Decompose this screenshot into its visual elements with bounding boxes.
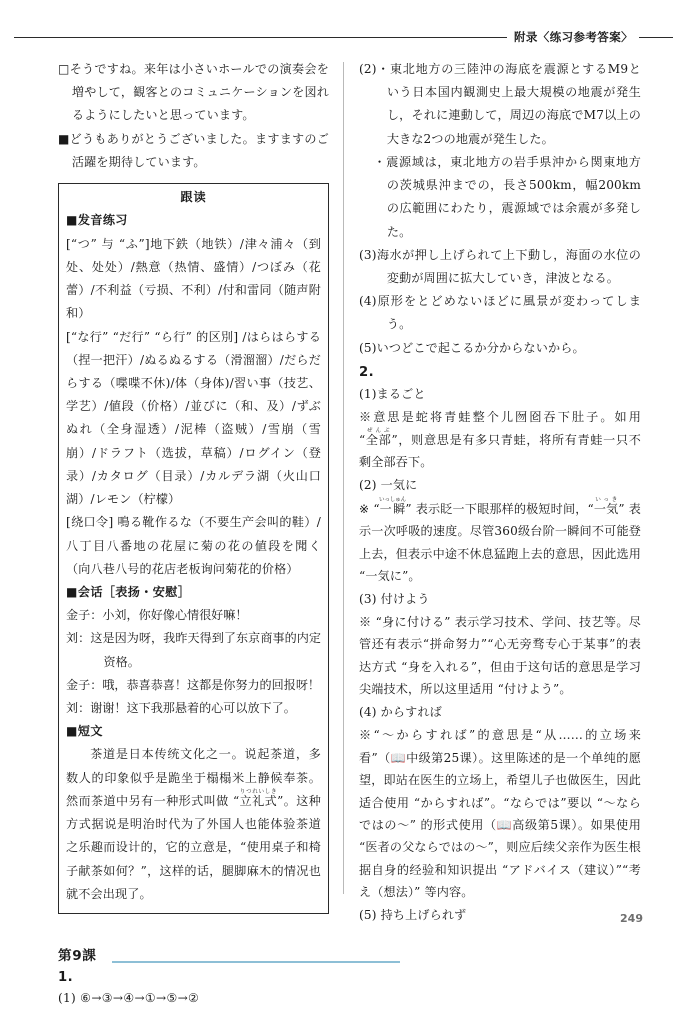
item-number: (2) [359, 62, 377, 76]
item-number: (1) [359, 386, 377, 401]
answer-note: ※ “身に付ける” 表示学习技术、学问、技艺等。尽管还有表示“拼命努力”“心无旁骛专心于某事”的表达方式 “身を入れる”，但由于这句话的意思是学习尖端技术，所以这里适用 “付けよう”。 [359, 614, 641, 697]
essay-text-a: 茶道是日本传统文化之一。说起茶道，多数人的印象似乎是跪坐于榻榻米上静候奉茶。然而茶道中另有一种形式叫做 “ [66, 747, 321, 808]
speaker-name: 刘 [66, 631, 79, 646]
item-headword: からすれば [380, 704, 442, 719]
answer-note: ※“〜からすれば”的意思是“从……的立场来看”（📖中级第25课）。这里陈述的是一个单纯的愿望，即站在医生的立场上，希望儿子也做医生，因此适合使用 “からすれば”。“ならでは”要以 “〜ならではの〜” 的形式使用（📖高级第5课）。如果使用 “医者の父ならではの〜”，则应后续父亲作为医生根据自身的经验和知识提出 “アドバイス（建议）”“考え（想法）” 等内容。 [359, 728, 641, 900]
ruby-reading: いっしゅん [379, 496, 407, 503]
answer-item-bullet: ・震源域は，東北地方の岩手県沖から関東地方の茨城県沖までの，長さ500km，幅200kmの広範囲にわたり，震源域では余震が多発した。 [373, 154, 641, 239]
speaker-line: 小刘，你好像心情很好嘛！ [102, 608, 248, 623]
header-rule-right [639, 37, 673, 38]
answer-headword-line [359, 474, 641, 497]
dialogue-line: ■どうもありがとうございました。ますますのご活躍を期待しています。 [58, 131, 329, 169]
speaker-name: 刘 [66, 701, 79, 716]
note-text-a: ※ “ [359, 501, 380, 516]
ruby-reading: りつれいしき [239, 788, 277, 795]
conversation-turn: 刘：谢谢！这下我那悬着的心可以放下了。 [66, 701, 296, 716]
pronunciation-item: [绕口令] 鳴る靴作るな（不要生产会叫的鞋）/八丁目八番地の花屋に菊の花の値段を聞く（向八巷八号的花店老板询问菊花的价格） [66, 515, 321, 576]
note-text-b: ” 表示眨一下眼那样的极短时间，“ [405, 501, 594, 516]
item-number: (4) [359, 294, 377, 309]
pronunciation-item: [“つ” 与 “ふ”]地下鉄（地铁）/津々浦々（到处、处处）/熱意（热情、盛情）/つぼみ（花蕾）/不利益（亏损、不利）/付和雷同（随声附和） [66, 236, 321, 321]
conversation-turn: 金子：小刘，你好像心情很好嘛！ [66, 608, 248, 623]
running-head [0, 26, 687, 48]
note-text-c: ” 表示一次呼吸的速度。尽管360级台阶一瞬间不可能登上去，但表示中途不休息猛跑上去的意思，因此选用 “一気に”。 [359, 501, 641, 584]
ruby-base: 一瞬 [379, 501, 407, 516]
ruby-isshun [379, 496, 407, 516]
answer-headword-line [359, 904, 641, 927]
dialogue-line: □そうですね。来年は小さいホールでの演奏会を増やして，観客とのコミュニケーションを図れるようにしたいと思っています。 [58, 62, 329, 123]
item-number: (5) [359, 340, 377, 355]
speaker-line: 哦，恭喜恭喜！这都是你努力的回报呀！ [102, 677, 321, 692]
answer-item [359, 290, 641, 336]
item-number: (2) [359, 477, 377, 492]
item-bullet-text: 東北地方の三陸沖の海底を震源とするM9という日本国内観測史上最大規模の地震が発生し，それに連動して，周辺の海底でM7以上の大きな2つの地震が発生した。 [386, 62, 642, 146]
item-text: 海水が押し上げられて上下動し，海面の水位の変動が周囲に拡大していき，津波となる。 [376, 247, 641, 285]
ruby-reading: いっき [593, 496, 619, 503]
page-number: 249 [620, 912, 643, 925]
section-number: 1. [58, 970, 74, 985]
item-number: (5) [359, 907, 377, 922]
item-bullet-text: 震源域は，東北地方の岩手県沖から関東地方の茨城県沖までの，長さ500km，幅200kmの広範囲にわたり，震源域では余震が多発した。 [386, 154, 641, 239]
ruby-base: 立礼式 [239, 793, 278, 808]
speaker-line: 这是因为呀，我昨天得到了东京商事的内定资格。 [90, 631, 321, 669]
answer-note [359, 406, 641, 473]
drill-box [58, 183, 329, 914]
ruby-ritsureishiki [239, 788, 278, 808]
item-number: (3) [359, 247, 377, 262]
item-headword: まるごと [376, 386, 426, 401]
lesson-heading: 第9課 [58, 948, 97, 964]
ruby-reading: ぜんぶ [365, 427, 391, 434]
ruby-base: 全部 [365, 432, 392, 447]
item-number: (3) [359, 591, 377, 606]
answer-item: (2)・東北地方の三陸沖の海底を震源とするM9という日本国内観測史上最大規模の地震が発生し，それに連動して，周辺の海底でM7以上の大きな2つの地震が発生した。 [359, 62, 642, 146]
section-number: 2. [359, 364, 375, 380]
conversation-turn: 金子：哦，恭喜恭喜！这都是你努力的回报呀！ [66, 677, 321, 692]
speaker-line: 谢谢！这下我那悬着的心可以放下了。 [90, 701, 296, 716]
answer-headword-line [359, 588, 641, 611]
note-text-b: ”，则意思是有多只青蛙，将所有青蛙一只不剩全部吞下。 [359, 432, 641, 470]
answer-headword-line [359, 383, 641, 406]
ruby-zenbu [365, 427, 392, 447]
pronunciation-item: [“な行” “だ行” “ら行” 的区別] /はらはらする（捏一把汗）/ぬるぬるする（滑溜溜）/だらだらする（喋喋不休)/体（身体)/習い事（技艺、学艺）/値段（价格）/並びに（和、及）/ずぶぬれ（全身湿透）/泥棒（盗贼）/雪崩（雪崩）/ドラフト（选拔，草稿）/ログイン（登录）/カタログ（目录）/カルデラ湖（火山口湖）/レモン（柠檬） [66, 329, 321, 507]
ruby-base: 一気 [593, 501, 619, 516]
drill-box-title: 跟读 [180, 190, 207, 205]
essay-label: ■短文 [66, 724, 103, 739]
answer-item [359, 337, 641, 360]
item-number: (4) [359, 704, 377, 719]
answer-item [359, 244, 641, 290]
item-headword: 付けよう [380, 591, 430, 606]
running-head-title: 附录〈练习参考答案〉 [514, 30, 633, 44]
speaker-name: 金子 [66, 608, 91, 623]
essay-text-b: ”。这种方式据说是明治时代为了外国人也能体验茶道之乐趣而设计的，它的立意是，“使用桌子和椅子献茶如何？”，这样的话，腿脚麻木的情况也就不会出现了。 [66, 793, 322, 901]
conversation-label: ■会话［表扬・安慰］ [66, 584, 191, 599]
item-text: いつどこで起こるか分からないから。 [376, 340, 585, 355]
answer-sequence: (1) ⑥→③→④→①→⑤→② [58, 991, 200, 1005]
speaker-name: 金子 [66, 677, 91, 692]
header-rule-left [14, 37, 507, 38]
note-text-a: ※意思是蛇将青蛙整个儿囫囵吞下肚子。如用 “ [359, 410, 641, 447]
answer-note [359, 497, 641, 588]
scan-edge-artifact [112, 961, 400, 963]
item-text: 原形をとどめないほどに風景が変わってしまう。 [376, 294, 641, 332]
item-headword: 持ち上げられず [380, 907, 467, 922]
essay-paragraph [66, 743, 321, 906]
left-column [0, 58, 343, 1005]
item-headword: 一気に [380, 477, 418, 492]
conversation-turn: 刘：这是因为呀，我昨天得到了东京商事的内定资格。 [66, 631, 321, 669]
ruby-ikki [593, 496, 619, 516]
answer-headword-line [359, 701, 641, 724]
pronunciation-practice-label: ■发音练习 [66, 213, 128, 228]
